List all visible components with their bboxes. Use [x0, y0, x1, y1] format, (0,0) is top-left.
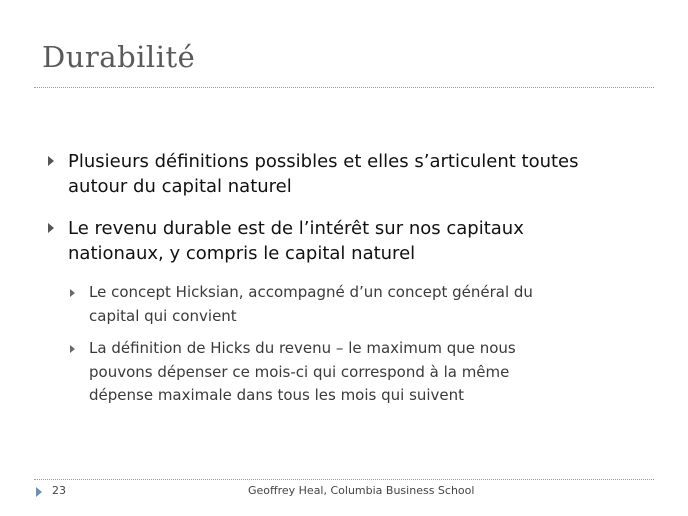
- footer-divider: [34, 479, 654, 480]
- sub-bullet-arrow-icon: [70, 345, 75, 353]
- sub-bullet-2-line-1: La définition de Hicks du revenu – le maximum que nous: [89, 339, 516, 357]
- sub-bullet-1-line-2: capital qui convient: [89, 306, 237, 325]
- bullet-2-line-1: Le revenu durable est de l’intérêt sur nos capitaux: [68, 218, 524, 239]
- slide-number: 23: [52, 484, 66, 497]
- sub-bullet-arrow-icon: [70, 289, 75, 297]
- footer-arrow-icon: [36, 487, 42, 497]
- sub-bullet-1: [89, 281, 649, 328]
- bullet-1: [68, 149, 648, 199]
- bullet-arrow-icon: [48, 156, 54, 166]
- sub-bullet-2-line-2: pouvons dépenser ce mois-ci qui correspond à la même: [89, 362, 510, 381]
- bullet-1-line-2: autour du capital naturel: [68, 176, 292, 197]
- bullet-2-line-2: nationaux, y compris le capital naturel: [68, 243, 416, 264]
- bullet-1-line-1: Plusieurs définitions possibles et elles s’articulent toutes: [68, 151, 579, 172]
- bullet-2: [68, 216, 648, 266]
- slide-title: Durabilité: [42, 40, 196, 74]
- bullet-arrow-icon: [48, 223, 54, 233]
- sub-bullet-2-line-3: dépense maximale dans tous les mois qui suivent: [89, 386, 465, 404]
- title-divider: [34, 87, 654, 88]
- sub-bullet-2: [89, 337, 649, 408]
- footer-credit: Geoffrey Heal, Columbia Business School: [248, 484, 475, 497]
- sub-bullet-1-line-1: Le concept Hicksian, accompagné d’un concept général du: [89, 283, 533, 301]
